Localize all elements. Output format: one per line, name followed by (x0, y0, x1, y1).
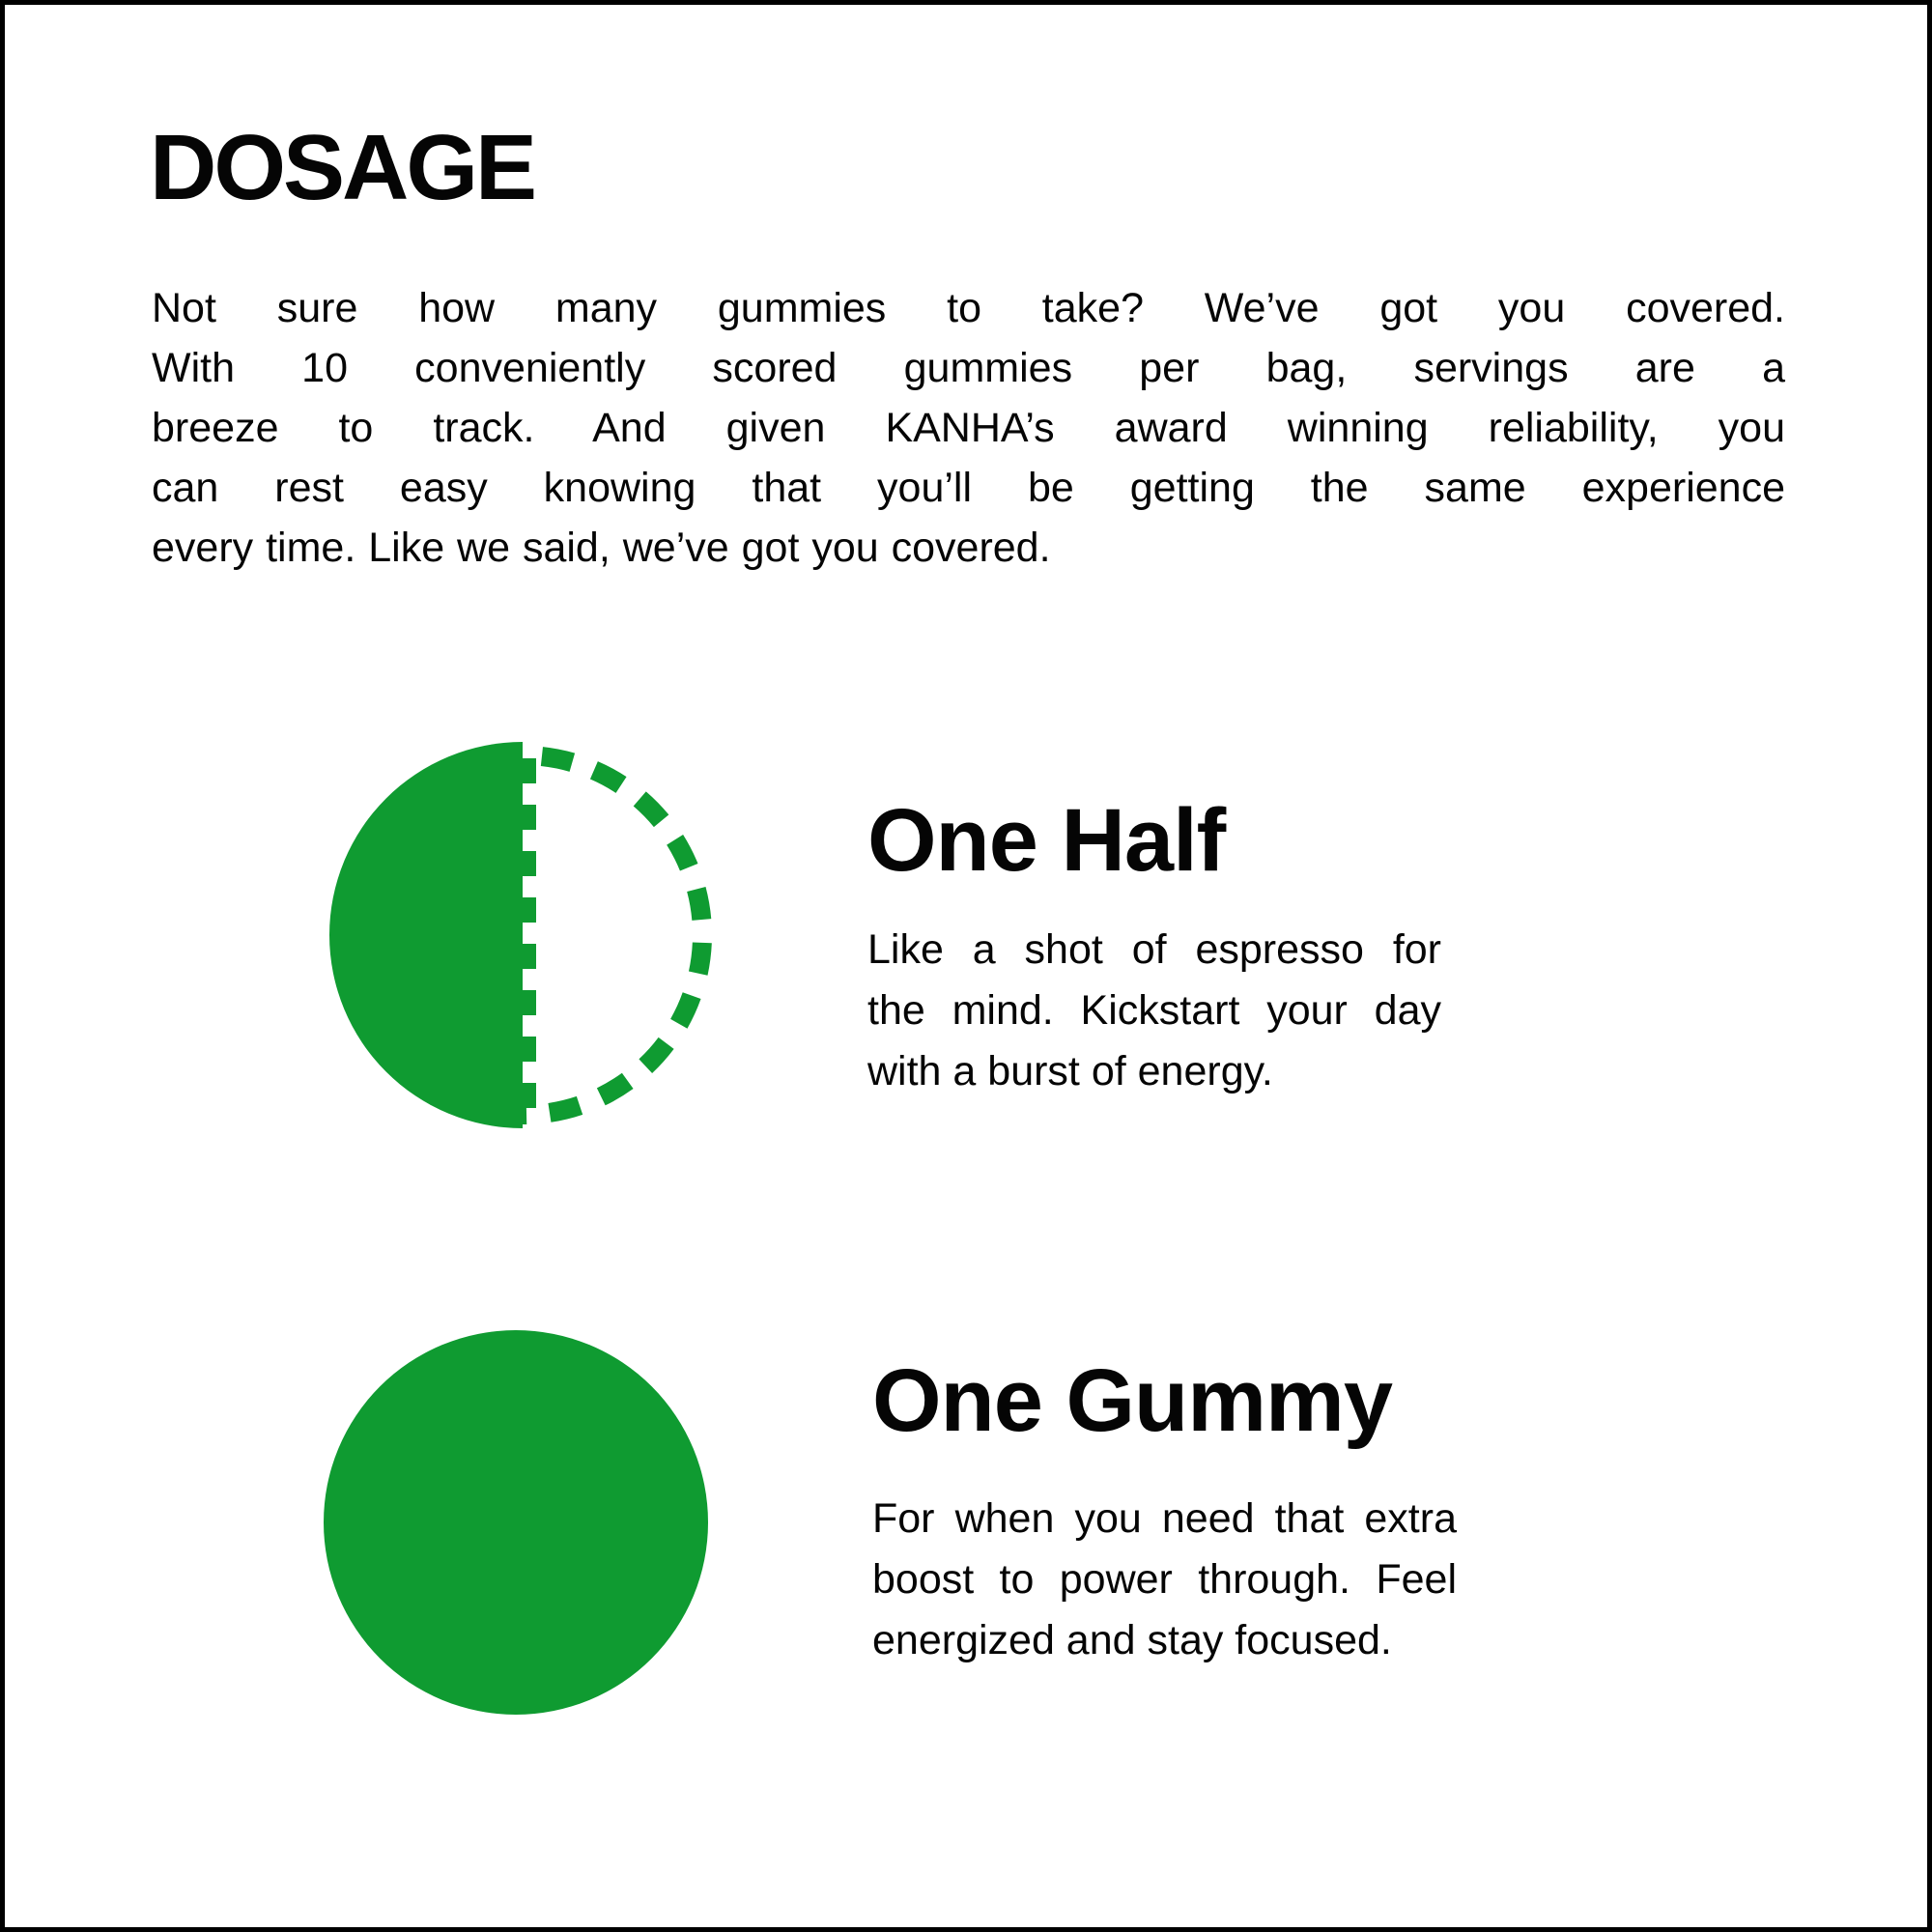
intro-paragraph: Not sure how many gummies to take? We’ve got you covered. With 10 conveniently scored gummies per bag, servings are a breeze to track. And given KANHA’s award winning reliability, you can rest easy knowing that you’ll be getting the same experience every time. Like we said, we’ve got you covered. (152, 285, 1785, 571)
one-half-description: Like a shot of espresso for the mind. Kickstart your day with a burst of energy. (867, 926, 1441, 1094)
page-title: DOSAGE (150, 116, 535, 219)
full-gummy-circle (324, 1330, 708, 1715)
one-half-heading: One Half (867, 791, 1226, 890)
full-gummy-icon (324, 1330, 708, 1715)
half-gummy-scored-edge (522, 758, 536, 1108)
half-gummy-solid-half (329, 742, 523, 1128)
one-gummy-heading: One Gummy (872, 1351, 1393, 1450)
half-gummy-icon (320, 732, 725, 1138)
half-gummy-dashed-outline (523, 755, 702, 1115)
one-gummy-description: For when you need that extra boost to power through. Feel energized and stay focused. (872, 1495, 1457, 1663)
